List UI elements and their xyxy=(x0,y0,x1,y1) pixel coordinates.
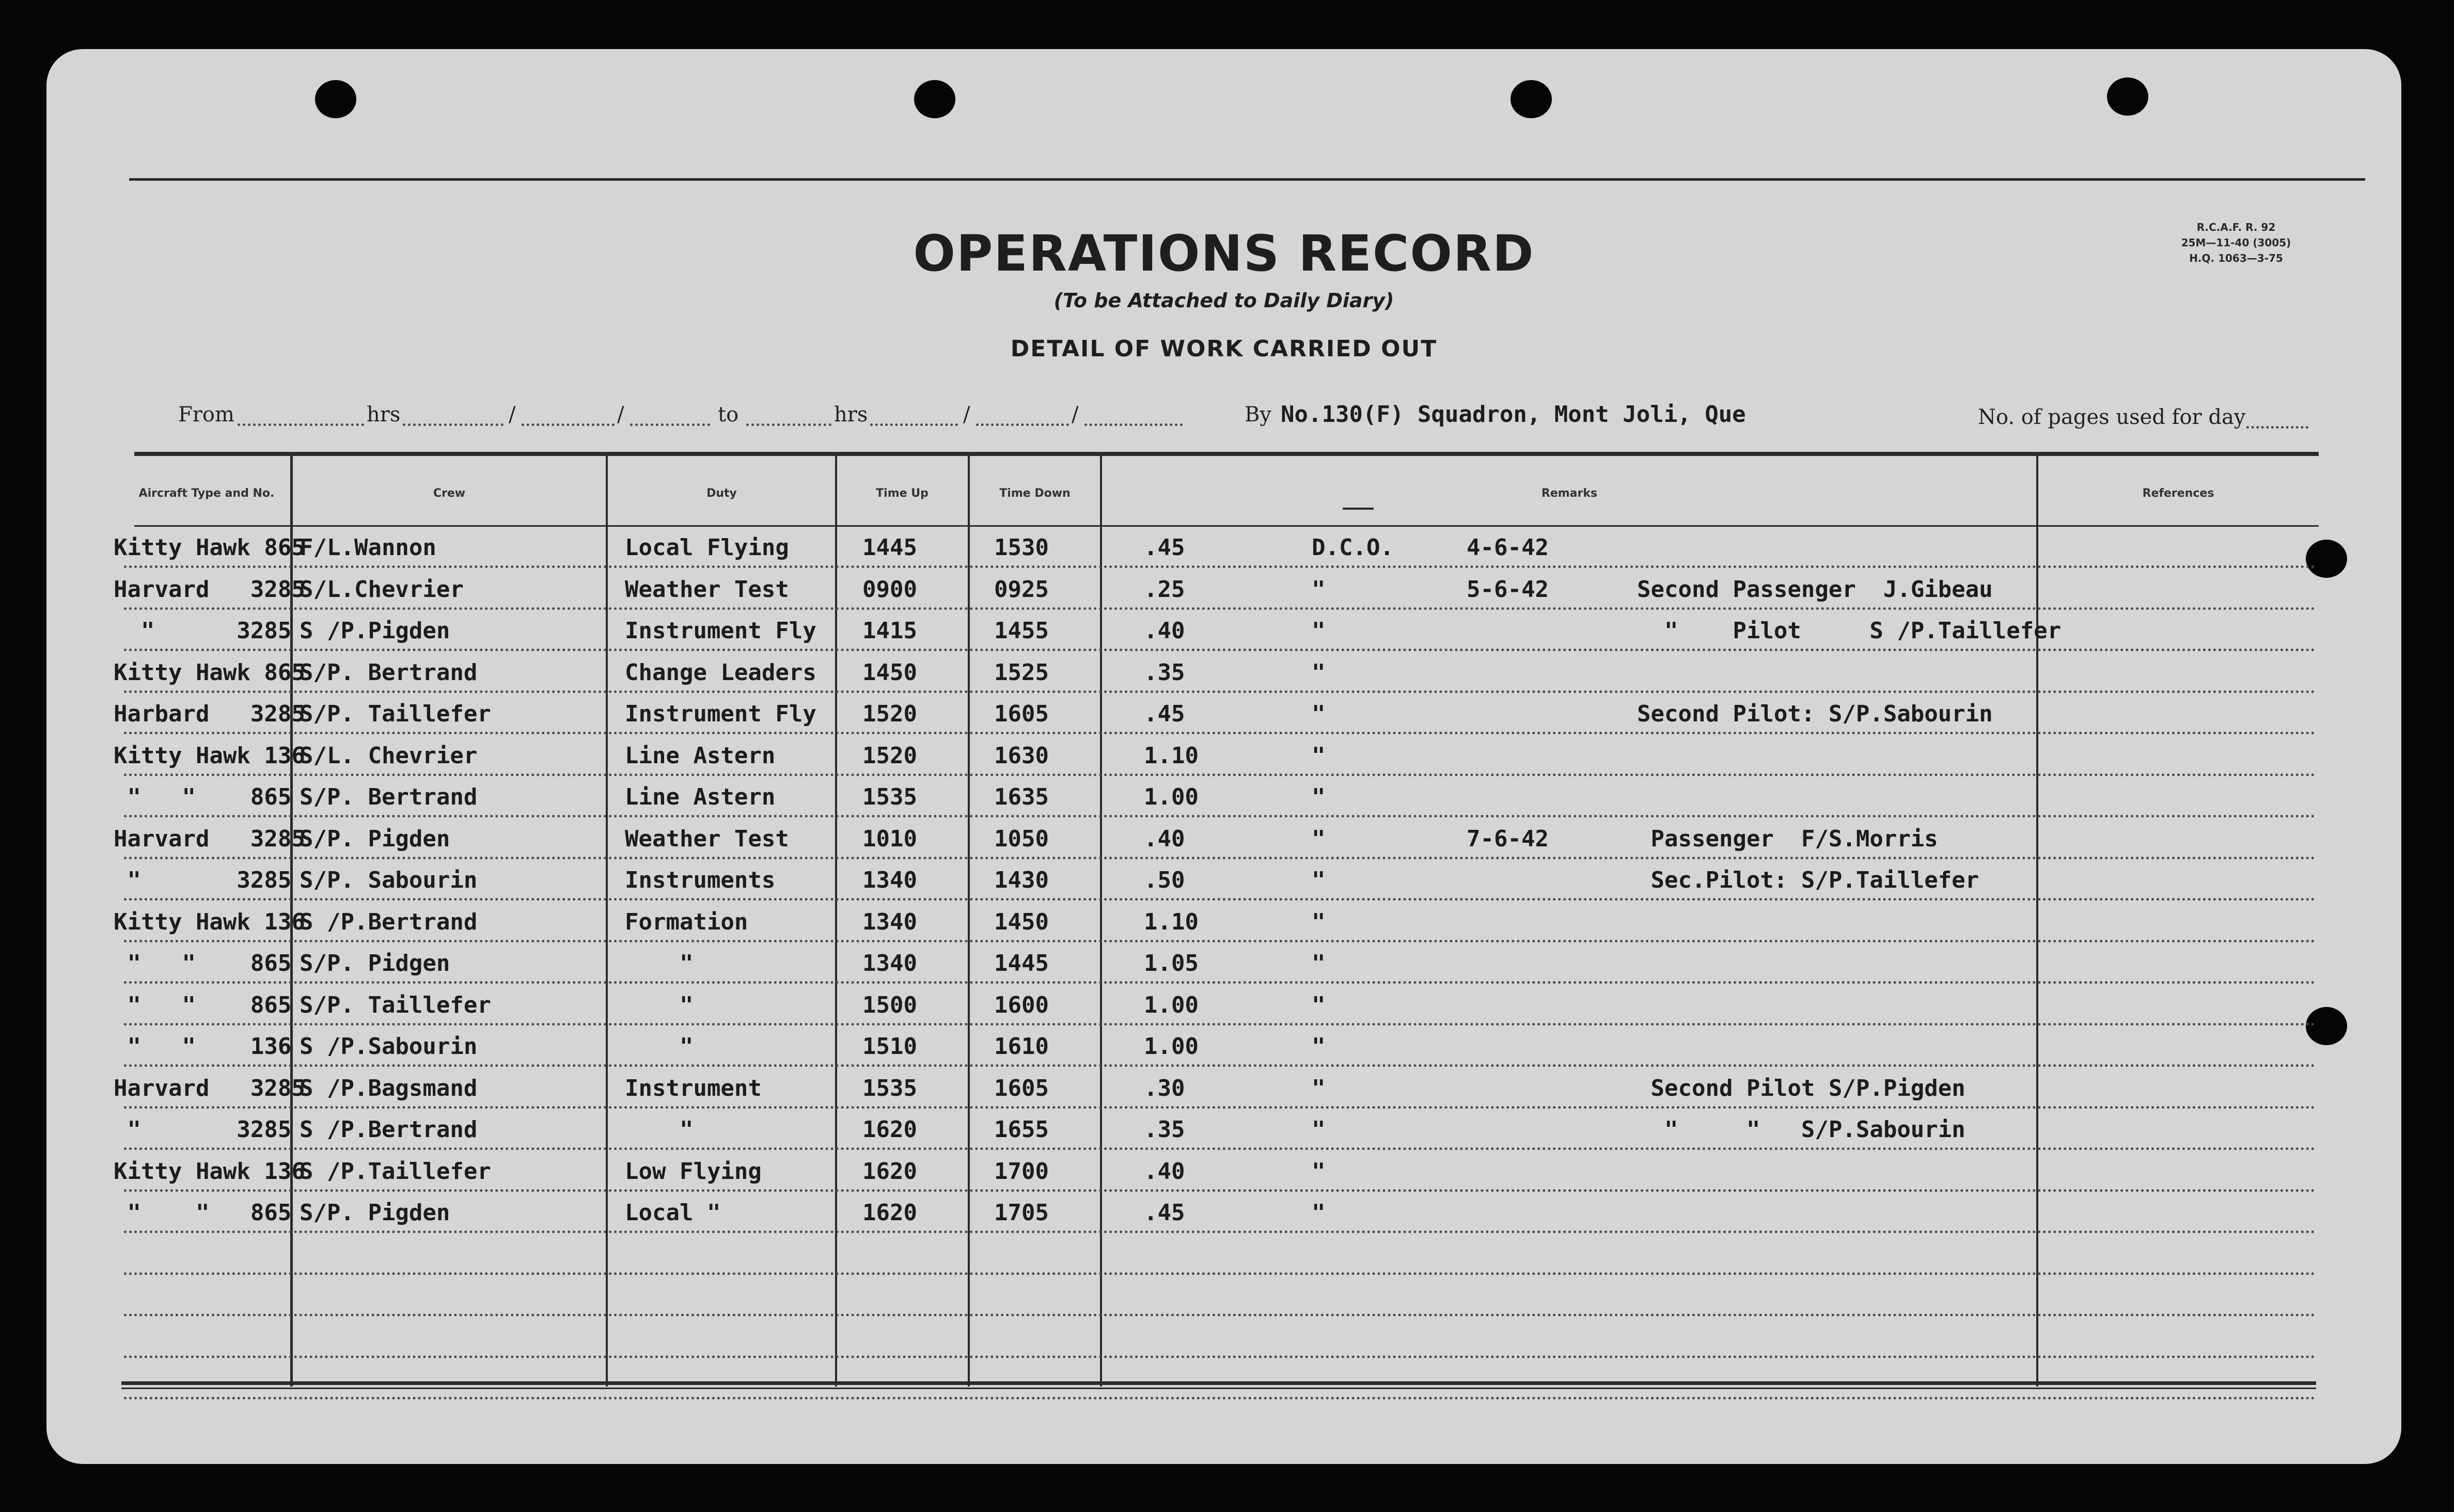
aircraft-cell: " " 136 xyxy=(114,1033,292,1060)
time-down-cell: 1050 xyxy=(994,825,1049,852)
time-down-cell: 1610 xyxy=(994,1033,1049,1060)
duration-cell: .30 xyxy=(1144,1075,1185,1101)
column-divider xyxy=(1100,454,1102,1387)
aircraft-cell: Kitty Hawk 865 xyxy=(114,659,305,686)
time-up-cell: 1340 xyxy=(862,867,917,893)
duration-cell: 1.00 xyxy=(1144,784,1199,810)
hrs-label: hrs xyxy=(834,403,868,427)
crew-cell: S /P.Sabourin xyxy=(300,1033,478,1060)
row-rule xyxy=(124,649,2316,651)
slash: / xyxy=(1072,403,1079,427)
row-rule xyxy=(124,857,2316,859)
ditto-cell: " xyxy=(1312,784,1326,810)
crew-cell: S /P.Bagsmand xyxy=(300,1075,478,1101)
duration-cell: .25 xyxy=(1144,576,1185,603)
aircraft-cell: " 3285 xyxy=(114,1116,292,1143)
time-up-cell: 1500 xyxy=(862,991,917,1018)
duration-cell: 1.00 xyxy=(1144,991,1199,1018)
col-remarks: Remarks xyxy=(1541,487,1598,500)
row-rule xyxy=(124,1314,2316,1316)
col-crew: Crew xyxy=(433,487,466,500)
crew-cell: S/P. Bertrand xyxy=(300,784,478,810)
duty-cell: Instruments xyxy=(625,867,776,893)
row-rule xyxy=(124,1356,2316,1358)
aircraft-cell: Kitty Hawk 865 xyxy=(114,534,305,561)
ditto-cell: " xyxy=(1312,1033,1326,1060)
crew-cell: S/P. Pigden xyxy=(300,1200,450,1226)
duty-cell: " xyxy=(625,1116,694,1143)
time-up-cell: 1535 xyxy=(862,1075,917,1101)
time-up-cell: 1620 xyxy=(862,1200,917,1226)
ditto-cell: " xyxy=(1312,825,1326,852)
crew-cell: S/P. Pidgen xyxy=(300,950,450,976)
ditto-cell: " xyxy=(1312,701,1326,727)
time-up-cell: 1445 xyxy=(862,534,917,561)
crew-cell: S/P. Taillefer xyxy=(300,991,491,1018)
date-cell: 7-6-42 xyxy=(1467,825,1549,852)
duty-cell: Change Leaders xyxy=(625,659,816,686)
aircraft-cell: Kitty Hawk 136 xyxy=(114,908,305,935)
row-rule xyxy=(124,1231,2316,1233)
aircraft-cell: Kitty Hawk 136 xyxy=(114,1158,305,1185)
row-rule xyxy=(124,1064,2316,1067)
ditto-cell: " xyxy=(1312,908,1326,935)
time-up-cell: 0900 xyxy=(862,576,917,603)
row-rule xyxy=(124,1147,2316,1150)
aircraft-cell: " 3285 xyxy=(114,867,292,893)
col-time-down: Time Down xyxy=(999,487,1071,500)
form-code: R.C.A.F. R. 92 25M—11-40 (3005) H.Q. 1063—3-75 xyxy=(2181,221,2291,264)
aircraft-cell: Harvard 3285 xyxy=(114,825,305,852)
time-down-cell: 1635 xyxy=(994,784,1049,810)
to-label: to xyxy=(718,403,739,427)
time-up-cell: 1520 xyxy=(862,742,917,769)
aircraft-cell: Kitty Hawk 136 xyxy=(114,742,305,769)
duration-cell: .45 xyxy=(1144,701,1185,727)
row-rule xyxy=(124,732,2316,734)
ditto-cell: " xyxy=(1312,950,1326,976)
duration-cell: .40 xyxy=(1144,1158,1185,1185)
col-references: References xyxy=(2142,487,2214,500)
time-down-cell: 1450 xyxy=(994,908,1049,935)
duration-cell: .35 xyxy=(1144,1116,1185,1143)
duty-cell: Instrument xyxy=(625,1075,762,1101)
top-rule xyxy=(129,178,2365,181)
duty-cell: Instrument Fly xyxy=(625,701,816,727)
column-divider xyxy=(606,454,608,1387)
duty-cell: " xyxy=(625,991,694,1018)
row-rule xyxy=(124,1106,2316,1109)
punch-hole xyxy=(2306,1007,2347,1045)
col-time-up: Time Up xyxy=(876,487,929,500)
remarks-cell: Passenger F/S.Morris xyxy=(1637,825,1938,852)
duty-cell: Line Astern xyxy=(625,784,776,810)
date-cell: 4-6-42 xyxy=(1467,534,1549,561)
row-rule xyxy=(124,940,2316,942)
aircraft-cell: Harvard 3285 xyxy=(114,1075,305,1101)
aircraft-cell: " " 865 xyxy=(114,991,292,1018)
punch-hole xyxy=(2107,77,2148,116)
punch-hole xyxy=(2306,540,2347,578)
duration-cell: .40 xyxy=(1144,618,1185,644)
page-title: OPERATIONS RECORD xyxy=(913,225,1535,282)
ditto-cell: " xyxy=(1312,1200,1326,1226)
row-rule xyxy=(124,1189,2316,1192)
duration-cell: .45 xyxy=(1144,1200,1185,1226)
slash: / xyxy=(963,403,970,427)
col-duty: Duty xyxy=(706,487,737,500)
column-divider xyxy=(2036,454,2038,1387)
row-rule xyxy=(124,1397,2316,1399)
crew-cell: S/P. Taillefer xyxy=(300,701,491,727)
ditto-cell: " xyxy=(1312,867,1326,893)
time-down-cell: 1605 xyxy=(994,701,1049,727)
crew-cell: F/L.Wannon xyxy=(300,534,436,561)
time-up-cell: 1520 xyxy=(862,701,917,727)
remarks-cell: Second Pilot: S/P.Sabourin xyxy=(1637,701,1993,727)
column-divider xyxy=(835,454,837,1387)
by-label: By xyxy=(1245,403,1271,427)
ditto-cell: D.C.O. xyxy=(1312,534,1394,561)
time-down-cell: 0925 xyxy=(994,576,1049,603)
section-heading: DETAIL OF WORK CARRIED OUT xyxy=(1010,336,1438,362)
duty-cell: Instrument Fly xyxy=(625,618,816,644)
crew-cell: S/P. Bertrand xyxy=(300,659,478,686)
row-rule xyxy=(124,690,2316,693)
ditto-cell: " xyxy=(1312,991,1326,1018)
row-rule xyxy=(124,1023,2316,1026)
header-rule xyxy=(134,525,2319,527)
crew-cell: S/P. Pigden xyxy=(300,825,450,852)
crew-cell: S/P. Sabourin xyxy=(300,867,478,893)
time-up-cell: 1620 xyxy=(862,1116,917,1143)
time-up-cell: 1415 xyxy=(862,618,917,644)
aircraft-cell: " " 865 xyxy=(114,1200,292,1226)
duration-cell: .35 xyxy=(1144,659,1185,686)
ditto-cell: " xyxy=(1312,618,1326,644)
crew-cell: S /P.Bertrand xyxy=(300,908,478,935)
crew-cell: S /P.Taillefer xyxy=(300,1158,491,1185)
time-up-cell: 1510 xyxy=(862,1033,917,1060)
subtitle: (To be Attached to Daily Diary) xyxy=(1053,289,1394,312)
time-up-cell: 1620 xyxy=(862,1158,917,1185)
duty-cell: Formation xyxy=(625,908,748,935)
ditto-cell: " xyxy=(1312,576,1326,603)
date-cell: 5-6-42 xyxy=(1467,576,1549,603)
remarks-cell: Second Passenger J.Gibeau xyxy=(1637,576,1993,603)
aircraft-cell: " " 865 xyxy=(114,784,292,810)
hrs-label: hrs xyxy=(367,403,401,427)
squadron-field: No.130(F) Squadron, Mont Joli, Que xyxy=(1281,401,1746,428)
ditto-cell: " xyxy=(1312,659,1326,686)
crew-cell: S /P.Pigden xyxy=(300,618,450,644)
duty-cell: Line Astern xyxy=(625,742,776,769)
crew-cell: S /P.Bertrand xyxy=(300,1116,478,1143)
duty-cell: Local " xyxy=(625,1200,721,1226)
column-divider xyxy=(968,454,970,1387)
row-rule xyxy=(124,815,2316,817)
time-down-cell: 1455 xyxy=(994,618,1049,644)
time-up-cell: 1340 xyxy=(862,950,917,976)
ditto-cell: " xyxy=(1312,1075,1326,1101)
duty-cell: " xyxy=(625,1033,694,1060)
time-up-cell: 1340 xyxy=(862,908,917,935)
time-up-cell: 1010 xyxy=(862,825,917,852)
aircraft-cell: Harbard 3285 xyxy=(114,701,305,727)
ditto-cell: " xyxy=(1312,1158,1326,1185)
time-down-cell: 1705 xyxy=(994,1200,1049,1226)
duty-cell: Weather Test xyxy=(625,576,789,603)
row-rule xyxy=(124,1272,2316,1275)
duration-cell: 1.05 xyxy=(1144,950,1199,976)
remarks-cell: " Pilot S /P.Taillefer xyxy=(1637,618,2062,644)
punch-hole xyxy=(914,80,955,118)
aircraft-cell: Harvard 3285 xyxy=(114,576,305,603)
punch-hole xyxy=(1511,80,1552,118)
time-up-cell: 1535 xyxy=(862,784,917,810)
ditto-cell: " xyxy=(1312,742,1326,769)
crew-cell: S/L. Chevrier xyxy=(300,742,478,769)
time-up-cell: 1450 xyxy=(862,659,917,686)
remarks-cell: " " S/P.Sabourin xyxy=(1637,1116,1965,1143)
time-down-cell: 1430 xyxy=(994,867,1049,893)
row-rule xyxy=(124,898,2316,901)
duty-cell: Local Flying xyxy=(625,534,789,561)
aircraft-cell: " " 865 xyxy=(114,950,292,976)
operations-record-form xyxy=(46,49,2401,1464)
ditto-cell: " xyxy=(1312,1116,1326,1143)
remarks-cell: Second Pilot S/P.Pigden xyxy=(1637,1075,1965,1101)
crew-cell: S/L.Chevrier xyxy=(300,576,464,603)
duration-cell: 1.10 xyxy=(1144,742,1199,769)
duty-cell: " xyxy=(625,950,694,976)
time-down-cell: 1700 xyxy=(994,1158,1049,1185)
table-bottom-rule xyxy=(121,1381,2316,1385)
time-down-cell: 1630 xyxy=(994,742,1049,769)
duty-cell: Low Flying xyxy=(625,1158,762,1185)
row-rule xyxy=(124,981,2316,984)
slash: / xyxy=(617,403,624,427)
time-down-cell: 1530 xyxy=(994,534,1049,561)
duration-cell: .45 xyxy=(1144,534,1185,561)
duration-cell: .40 xyxy=(1144,825,1185,852)
aircraft-cell: " 3285 xyxy=(114,618,292,644)
duration-cell: .50 xyxy=(1144,867,1185,893)
time-down-cell: 1655 xyxy=(994,1116,1049,1143)
duration-cell: 1.00 xyxy=(1144,1033,1199,1060)
pages-label: No. of pages used for day xyxy=(1978,405,2246,429)
row-rule xyxy=(124,607,2316,610)
from-label: From xyxy=(178,403,234,427)
time-down-cell: 1445 xyxy=(994,950,1049,976)
slash: / xyxy=(509,403,516,427)
remarks-cell: Sec.Pilot: S/P.Taillefer xyxy=(1637,867,1979,893)
col-aircraft: Aircraft Type and No. xyxy=(138,487,275,500)
row-rule xyxy=(124,774,2316,776)
time-down-cell: 1600 xyxy=(994,991,1049,1018)
punch-hole xyxy=(315,80,356,118)
duty-cell: Weather Test xyxy=(625,825,789,852)
time-down-cell: 1605 xyxy=(994,1075,1049,1101)
duration-cell: 1.10 xyxy=(1144,908,1199,935)
row-rule xyxy=(124,565,2316,568)
table-top-rule xyxy=(134,452,2319,456)
time-down-cell: 1525 xyxy=(994,659,1049,686)
